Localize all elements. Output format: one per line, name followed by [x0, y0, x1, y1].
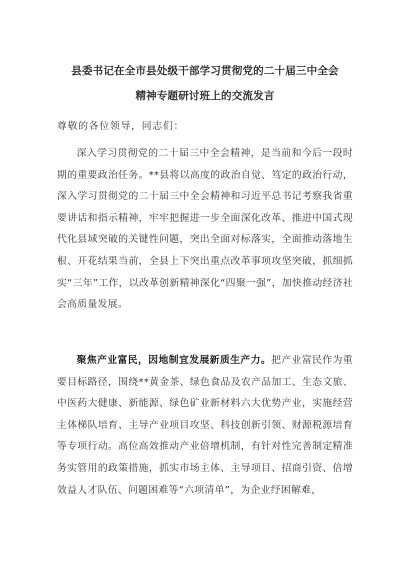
salutation: 尊敬的各位领导，同志们：: [57, 121, 185, 132]
paragraph-2: [57, 350, 353, 501]
paragraph-2-text: 把产业富民作为重要目标路径，围绕**黄金茶、绿色食品及农产品加工、生态文旅、中医药大健康、新能源、绿色矿业新材料六大优势产业，实施经营主体梯队培育、主导产业项目攻坚、科技创新引领、财源税源培育等专项行动。高位高效推动产业倍增机制，有针对性完善制定精准务实管用的政策措施，抓实市场主体、主导项目、招商引资、倍增效益人才队伍、问题困难等“六项清单”，为企业纾困解难，: [57, 355, 353, 496]
document-title-line-1: 县委书记在全市县处级干部学习贯彻党的二十届三中全会: [71, 65, 339, 77]
paragraph-1-text: 深入学习贯彻党的二十届三中全会精神，是当前和今后一段时期的重要政治任务。**县将以高度的政治自觉、笃定的政治行动，深入学习贯彻党的二十届三中全会精神和习近平总书记考察我省重要讲话和指示精神，牢牢把握进一步全面深化改革、推进中国式现代化县域突破的关键性问题，突出全面对标落实，全面推动落地生根、开花结果当前，全县上下突出重点改革事项攻坚突破，抓细抓实“三年”工作，以改革创新精神深化“四聚一强”，加快推动经济社会高质量发展。: [57, 148, 353, 311]
paragraph-1: [57, 143, 353, 316]
paragraph-2-lead: 聚焦产业富民，因地制宜发展新质生产力。: [76, 355, 272, 366]
document-title-line-2: 精神专题研讨班上的交流发言: [135, 90, 275, 102]
